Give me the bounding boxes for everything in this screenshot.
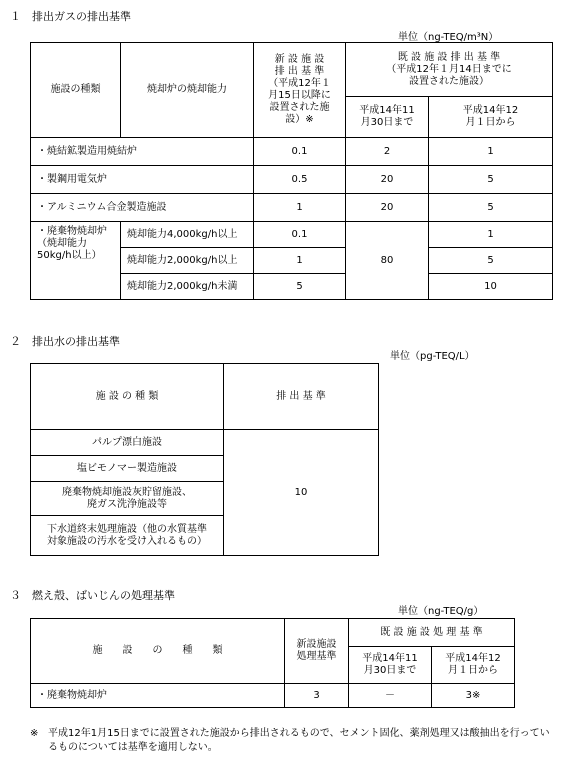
capacity-label: 焼却能力2,000kg/h未満 — [121, 274, 254, 300]
header-incinerator-capacity: 焼却炉の焼却能力 — [121, 43, 254, 138]
table-row — [31, 194, 553, 222]
header-existing-facility: 既 設 施 設 処 理 基 準 — [349, 619, 515, 647]
section3-heading: ３ 燃え殻、ばいじんの処理基準 — [10, 589, 175, 602]
new-standard: 3 — [285, 684, 349, 708]
section3-unit: 単位（ng-TEQ/g） — [398, 606, 484, 617]
from-value: 1 — [429, 138, 553, 166]
header-facility-type: 施 設 の 種 類 — [31, 364, 224, 430]
header-standard: 排 出 基 準 — [224, 364, 379, 430]
header-from-2002-12-01: 平成14年12 月１日から — [432, 647, 515, 684]
ash-dust-table — [30, 618, 515, 708]
from-value: 5 — [429, 194, 553, 222]
standard-value: 10 — [224, 430, 379, 556]
table-row — [31, 222, 553, 248]
section1-unit: 単位（ng-TEQ/m³N） — [398, 32, 499, 43]
table-row — [31, 430, 379, 456]
facility-name: 塩ビモノマー製造施設 — [31, 456, 224, 482]
new-standard: 1 — [254, 194, 346, 222]
new-standard: 0.1 — [254, 222, 346, 248]
facility-name: ・製鋼用電気炉 — [31, 166, 254, 194]
section2-unit: 単位（pg-TEQ/L） — [390, 351, 475, 362]
header-until-2002-11-30: 平成14年11 月30日まで — [346, 97, 429, 138]
new-standard: 0.5 — [254, 166, 346, 194]
until-value: 20 — [346, 194, 429, 222]
header-facility-type: 施 設 の 種 類 — [31, 619, 285, 684]
section2-heading: ２ 排出水の排出基準 — [10, 335, 120, 348]
facility-name: ・焼結鉱製造用焼結炉 — [31, 138, 254, 166]
from-value: 10 — [429, 274, 553, 300]
facility-name: 廃棄物焼却施設灰貯留施設、 廃ガス洗浄施設等 — [31, 482, 224, 516]
footnote-text: 平成12年1月15日までに設置された施設から排出されるもので、セメント固化、薬剤処理又は酸抽出を行っているものについては基準を適用しない。 — [48, 728, 550, 753]
from-value: 3※ — [432, 684, 515, 708]
table-row — [31, 684, 515, 708]
new-standard: 0.1 — [254, 138, 346, 166]
footnote-mark: ※ — [30, 728, 39, 739]
facility-name: パルプ漂白施設 — [31, 430, 224, 456]
new-standard: 1 — [254, 248, 346, 274]
from-value: 1 — [429, 222, 553, 248]
until-value: － — [349, 684, 432, 708]
capacity-label: 焼却能力4,000kg/h以上 — [121, 222, 254, 248]
wastewater-table — [30, 363, 379, 556]
header-existing-facility: 既 設 施 設 排 出 基 準 （平成12年１月14日までに 設置された施設） — [346, 43, 553, 97]
waste-incinerator-name: ・廃棄物焼却炉 （焼却能力 50kg/h以上） — [31, 222, 121, 300]
until-value-merged: 80 — [346, 222, 429, 300]
section1-heading: １ 排出ガスの排出基準 — [10, 10, 131, 23]
emission-gas-table — [30, 42, 553, 300]
capacity-label: 焼却能力2,000kg/h以上 — [121, 248, 254, 274]
from-value: 5 — [429, 166, 553, 194]
until-value: 2 — [346, 138, 429, 166]
facility-name: ・廃棄物焼却炉 — [31, 684, 285, 708]
until-value: 20 — [346, 166, 429, 194]
facility-name: ・アルミニウム合金製造施設 — [31, 194, 254, 222]
table-row — [31, 166, 553, 194]
header-new-facility: 新設施設 処理基準 — [285, 619, 349, 684]
new-standard: 5 — [254, 274, 346, 300]
header-until-2002-11-30: 平成14年11 月30日まで — [349, 647, 432, 684]
facility-name: 下水道終末処理施設（他の水質基準 対象施設の汚水を受け入れるもの） — [31, 516, 224, 556]
from-value: 5 — [429, 248, 553, 274]
header-facility-type: 施設の種類 — [31, 43, 121, 138]
table-row — [31, 138, 553, 166]
header-from-2002-12-01: 平成14年12 月１日から — [429, 97, 553, 138]
header-new-facility: 新 設 施 設 排 出 基 準 （平成12年１ 月15日以降に 設置された施 設）※ — [254, 43, 346, 138]
